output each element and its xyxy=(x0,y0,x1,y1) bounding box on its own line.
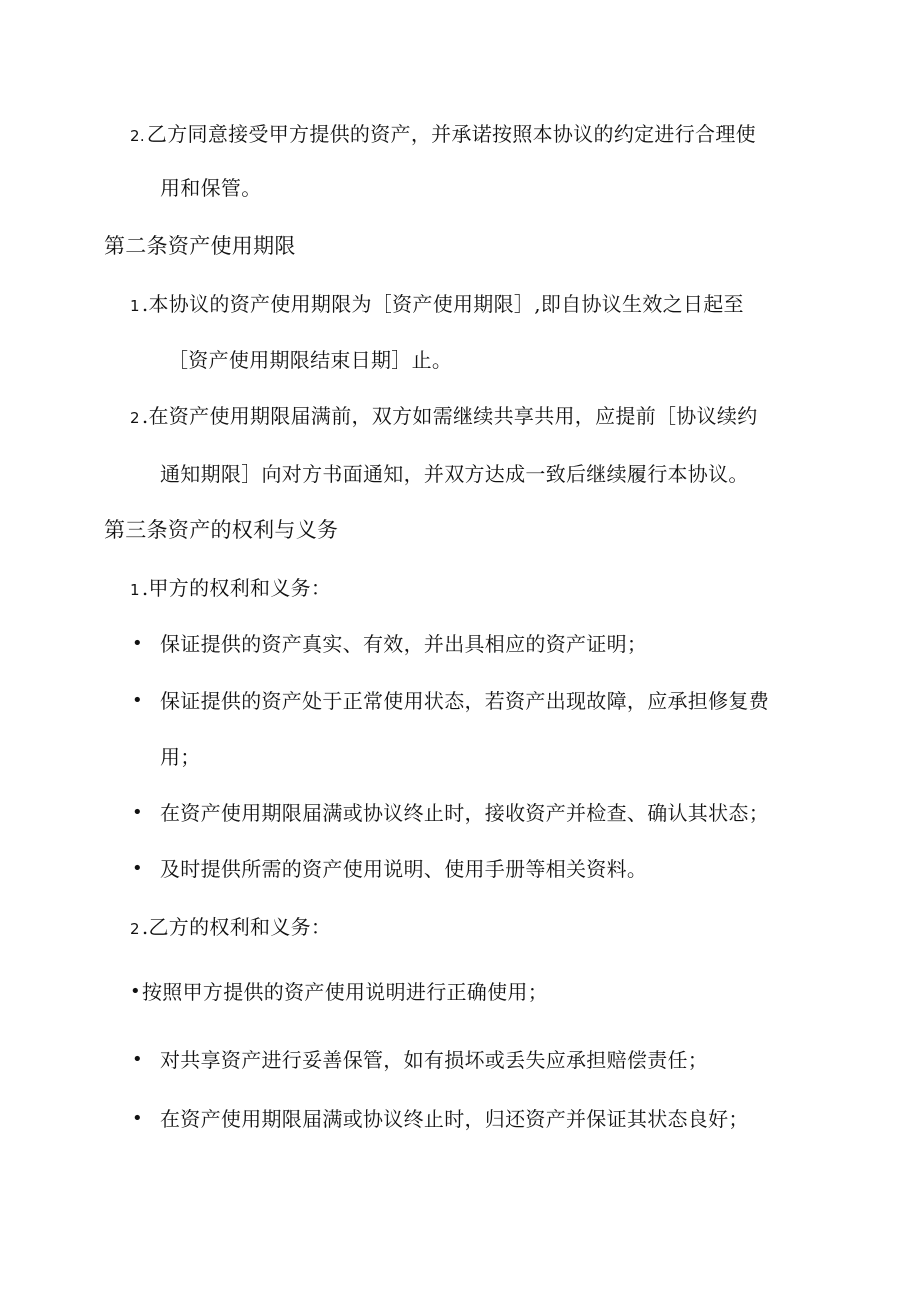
bullet-icon: • xyxy=(132,1049,143,1070)
clause-2-item-2-line-1 xyxy=(130,402,758,432)
party-b-title xyxy=(130,913,331,943)
bullet-icon: • xyxy=(132,802,143,823)
clause-number: 2 xyxy=(130,920,140,938)
section-2-heading: 第二条资产使用期限 xyxy=(104,234,296,258)
party-a-title xyxy=(130,574,331,604)
clause-2-item-2-line-2: 通知期限］向对方书面通知，并双方达成一致后继续履行本协议。 xyxy=(160,462,749,486)
section-3-heading: 第三条资产的权利与义务 xyxy=(104,518,339,542)
party-a-bullet-3: 在资产使用期限届满或协议终止时，接收资产并检查、确认其状态； xyxy=(160,801,769,825)
clause-number: 2 xyxy=(130,409,140,427)
clause-2-item-1-line-2: ［资产使用期限结束日期］止。 xyxy=(168,348,453,372)
clause-text: .乙方的权利和义务： xyxy=(141,915,332,939)
party-a-bullet-4: 及时提供所需的资产使用说明、使用手册等相关资料。 xyxy=(160,857,648,881)
clause-number: 1 xyxy=(130,297,140,315)
clause-2-item-1-line-1 xyxy=(130,290,744,320)
clause-number: 2. xyxy=(130,127,145,145)
party-b-bullet-1: 按照甲方提供的资产使用说明进行正确使用； xyxy=(142,980,548,1004)
party-b-bullet-3: 在资产使用期限届满或协议终止时，归还资产并保证其状态良好； xyxy=(160,1107,749,1131)
clause-1-item-2-line-1 xyxy=(130,120,756,150)
clause-text: .在资产使用期限届满前，双方如需继续共享共用，应提前［协议续约 xyxy=(141,404,758,428)
clause-text: 乙方同意接受甲方提供的资产，并承诺按照本协议的约定进行合理使 xyxy=(146,122,756,146)
bullet-icon: • xyxy=(132,858,143,879)
clause-text: .本协议的资产使用期限为［资产使用期限］,即自协议生效之日起至 xyxy=(141,292,744,316)
bullet-icon: • xyxy=(132,1108,143,1129)
bullet-icon: • xyxy=(132,633,143,654)
clause-text: .甲方的权利和义务： xyxy=(141,576,332,600)
party-a-bullet-2-line-2: 用； xyxy=(160,745,201,769)
party-b-bullet-2: 对共享资产进行妥善保管，如有损坏或丢失应承担赔偿责任； xyxy=(160,1048,709,1072)
party-a-bullet-1: 保证提供的资产真实、有效，并出具相应的资产证明； xyxy=(160,632,648,656)
bullet-icon: • xyxy=(132,690,143,711)
clause-number: 1 xyxy=(130,581,140,599)
clause-1-item-2-line-2: 用和保管。 xyxy=(160,176,262,200)
party-a-bullet-2-line-1: 保证提供的资产处于正常使用状态，若资产出现故障，应承担修复费 xyxy=(160,689,769,713)
bullet-icon: • xyxy=(130,981,141,1002)
